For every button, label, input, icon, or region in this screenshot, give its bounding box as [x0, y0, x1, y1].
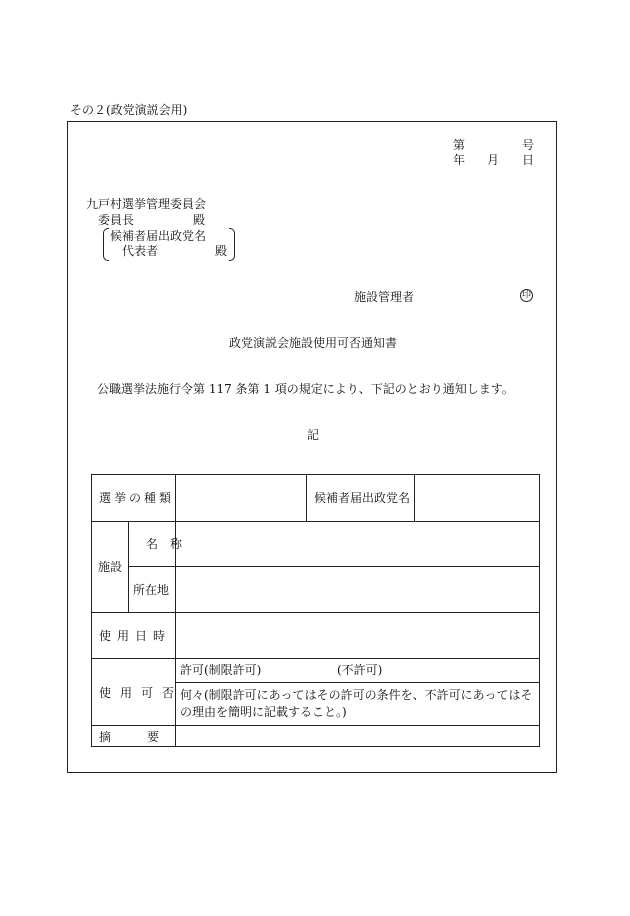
representative-label: 代表者: [122, 244, 159, 258]
facility-name-label: 名称: [146, 537, 195, 551]
row-divider: [92, 725, 539, 726]
remarks-label: 摘要: [99, 730, 196, 744]
row-divider: [92, 658, 539, 659]
date-year: 年: [453, 153, 466, 167]
row-divider: [175, 682, 539, 683]
body-text: 公職選挙法施行令第 117 条第 1 項の規定により、下記のとおり通知します。: [97, 382, 514, 396]
facility-manager-label: 施設管理者: [354, 290, 415, 304]
facility-location-label: 所在地: [133, 583, 170, 597]
addressee-chair: 委員長: [98, 213, 135, 227]
notice-table: [91, 474, 540, 747]
representative-honorific: 殿: [215, 244, 228, 258]
document-title: 政党演説会施設使用可否通知書: [229, 336, 398, 350]
usage-datetime-label: 使用日時: [99, 629, 172, 643]
date-month: 月: [487, 153, 500, 167]
party-name-label: 候補者届出政党名: [110, 229, 207, 243]
ki-heading: 記: [307, 428, 320, 442]
number-prefix: 第: [453, 138, 466, 152]
col-divider: [175, 475, 176, 746]
right-bracket: [229, 228, 235, 261]
party-name-header: 候補者届出政党名: [314, 491, 411, 505]
addressee-chair-honorific: 殿: [193, 213, 206, 227]
row-divider: [92, 521, 539, 522]
row-divider: [92, 612, 539, 613]
col-divider: [414, 475, 415, 521]
facility-label: 施設: [98, 560, 123, 574]
number-suffix: 号: [522, 138, 535, 152]
election-type-label: 選挙の種類: [99, 491, 175, 505]
col-divider: [306, 475, 307, 521]
usage-permission-label: 使用可否: [99, 686, 184, 700]
row-divider: [128, 566, 539, 567]
date-day: 日: [522, 153, 535, 167]
conditions-note-line1: 何々(制限許可にあってはその許可の条件を、不許可にあってはそ: [180, 688, 533, 702]
seal-mark: 印: [521, 290, 531, 300]
left-bracket: [103, 228, 109, 261]
form-label: その２(政党演説会用): [70, 103, 188, 117]
col-divider: [128, 521, 129, 612]
permit-option: 許可(制限許可): [180, 663, 262, 677]
not-permit-option: (不許可): [337, 663, 383, 677]
conditions-note-line2: の理由を簡明に記載すること。): [180, 705, 347, 719]
addressee-org: 九戸村選挙管理委員会: [86, 197, 207, 211]
